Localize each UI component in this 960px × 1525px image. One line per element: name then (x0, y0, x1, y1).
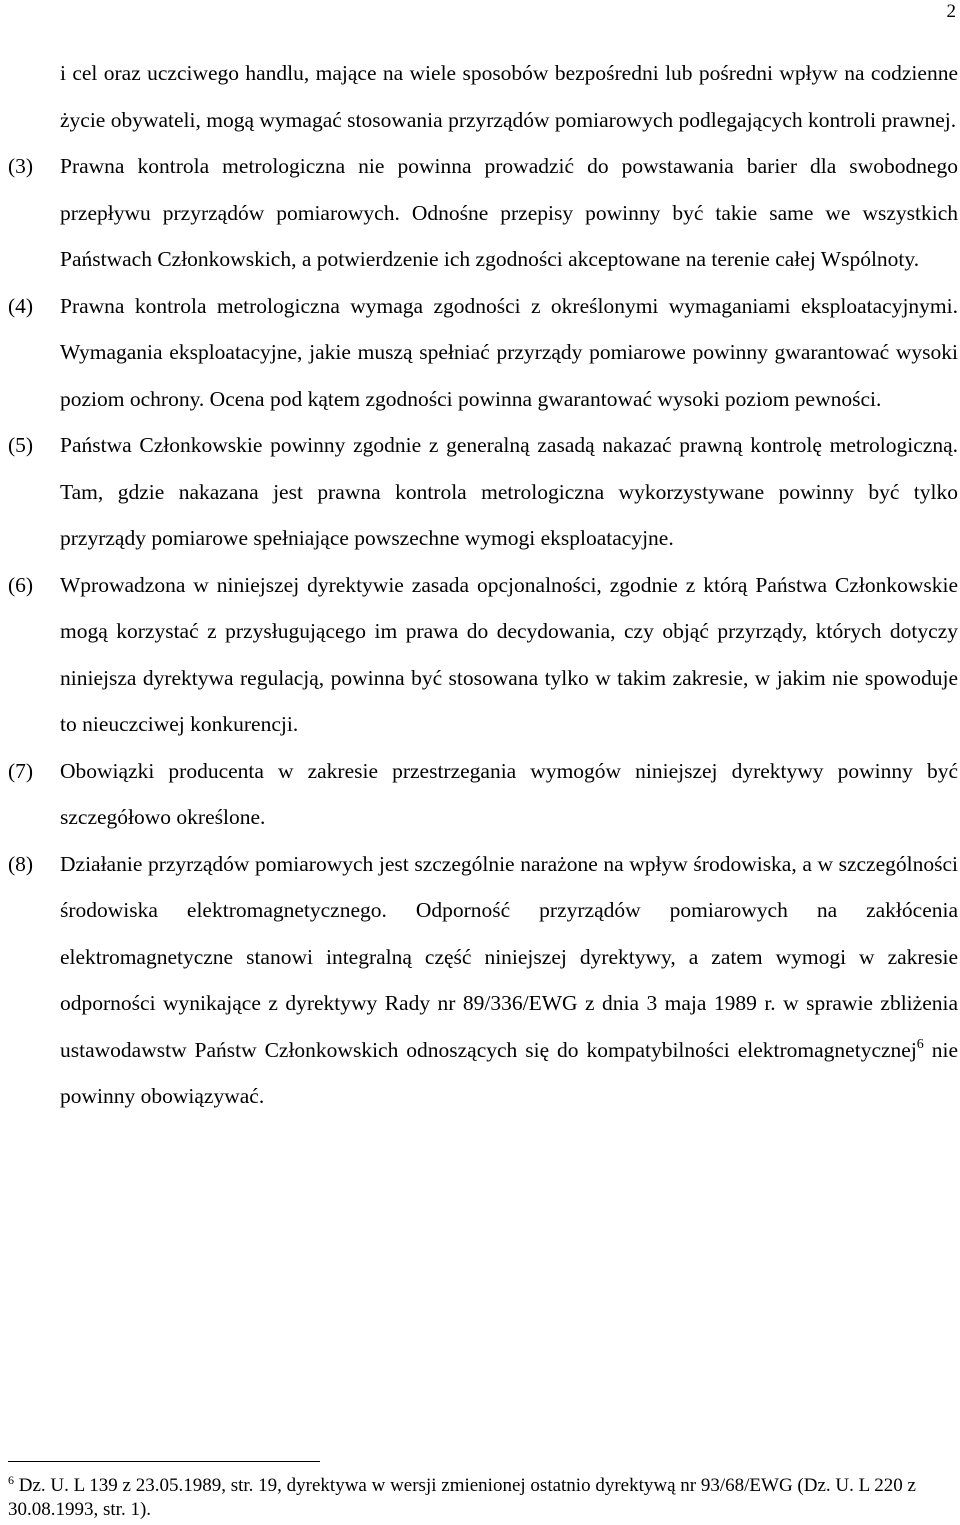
recital-number: (6) (8, 572, 34, 597)
footnote-text: Dz. U. L 139 z 23.05.1989, str. 19, dyrektywa w wersji zmienionej ostatnio dyrektywą nr 93/68/EWG (Dz. U. L 220 z 30.08.1993, str. 1). (8, 1475, 916, 1520)
recital-text: Obowiązki producenta w zakresie przestrzegania wymogów niniejszej dyrektywy powinny być szczegółowo określone. (60, 758, 958, 829)
footnote (8, 1474, 948, 1522)
recital-3 (8, 143, 958, 283)
recital-5 (8, 422, 958, 562)
page-number: 2 (946, 1, 956, 22)
recital-text: Państwa Członkowskie powinny zgodnie z generalną zasadą nakazać prawną kontrolę metrologiczną. Tam, gdzie nakazana jest prawna kontrola metrologiczna wykorzystywane powinny być tylko przyrządy pomiarowe spełniające powszechne wymogi eksploatacyjne. (60, 433, 958, 550)
recital-6 (8, 562, 958, 748)
recital-text: Działanie przyrządów pomiarowych jest szczególnie narażone na wpływ środowiska, a w szczególności środowiska elektromagnetycznego. Odporność przyrządów pomiarowych na zakłócenia elektromagnetyczne stanowi integralną część niniejszej dyrektywy, a zatem wymogi w zakresie odporności wynikające z dyrektywy Rady nr 89/336/EWG z dnia 3 maja 1989 r. w sprawie zbliżenia ustawodawstw Państw Członkowskich odnoszących się do kompatybilności elektromagnetycznej (60, 851, 958, 1062)
intro-paragraph: i cel oraz uczciwego handlu, mające na wiele sposobów bezpośredni lub pośredni wpływ na codzienne życie obywateli, mogą wymagać stosowania przyrządów pomiarowych podlegających kontroli prawnej. (60, 61, 958, 132)
document-body (8, 50, 958, 1120)
recital-number: (3) (8, 154, 34, 178)
recital-8 (8, 841, 958, 1120)
footnote-separator (8, 1461, 320, 1462)
recital-text: Prawna kontrola metrologiczna nie powinna prowadzić do powstawania barier dla swobodnego przepływu przyrządów pomiarowych. Odnośne przepisy powinny być takie same we wszystkich Państwach Członkowskich, a potwierdzenie ich zgodności akceptowane na terenie całej Wspólnoty. (60, 154, 958, 271)
recital-number: (5) (8, 433, 34, 457)
recital-7 (8, 748, 958, 841)
recital-4 (8, 283, 958, 423)
recital-text-wrapper (60, 841, 958, 1120)
recital-number: (7) (8, 758, 34, 783)
recital-text-continuation: nie powinny obowiązywać. (60, 1037, 958, 1108)
footnote-reference[interactable]: 6 (916, 1036, 924, 1052)
recital-number: (8) (8, 851, 34, 876)
footnote-marker: 6 (8, 1473, 14, 1487)
recital-text: Wprowadzona w niniejszej dyrektywie zasada opcjonalności, zgodnie z którą Państwa Członkowskie mogą korzystać z przysługującego im prawa do decydowania, czy objąć przyrządy, których dotyczy niniejsza dyrektywa regulacją, powinna być stosowana tylko w takim zakresie, w jakim nie spowoduje to nieuczciwej konkurencji. (60, 572, 958, 736)
recital-text: Prawna kontrola metrologiczna wymaga zgodności z określonymi wymaganiami eksploatacyjnymi. Wymagania eksploatacyjne, jakie muszą spełniać przyrządy pomiarowe powinny gwarantować wysoki poziom ochrony. Ocena pod kątem zgodności powinna gwarantować wysoki poziom pewności. (60, 293, 958, 411)
recital-number: (4) (8, 293, 34, 318)
